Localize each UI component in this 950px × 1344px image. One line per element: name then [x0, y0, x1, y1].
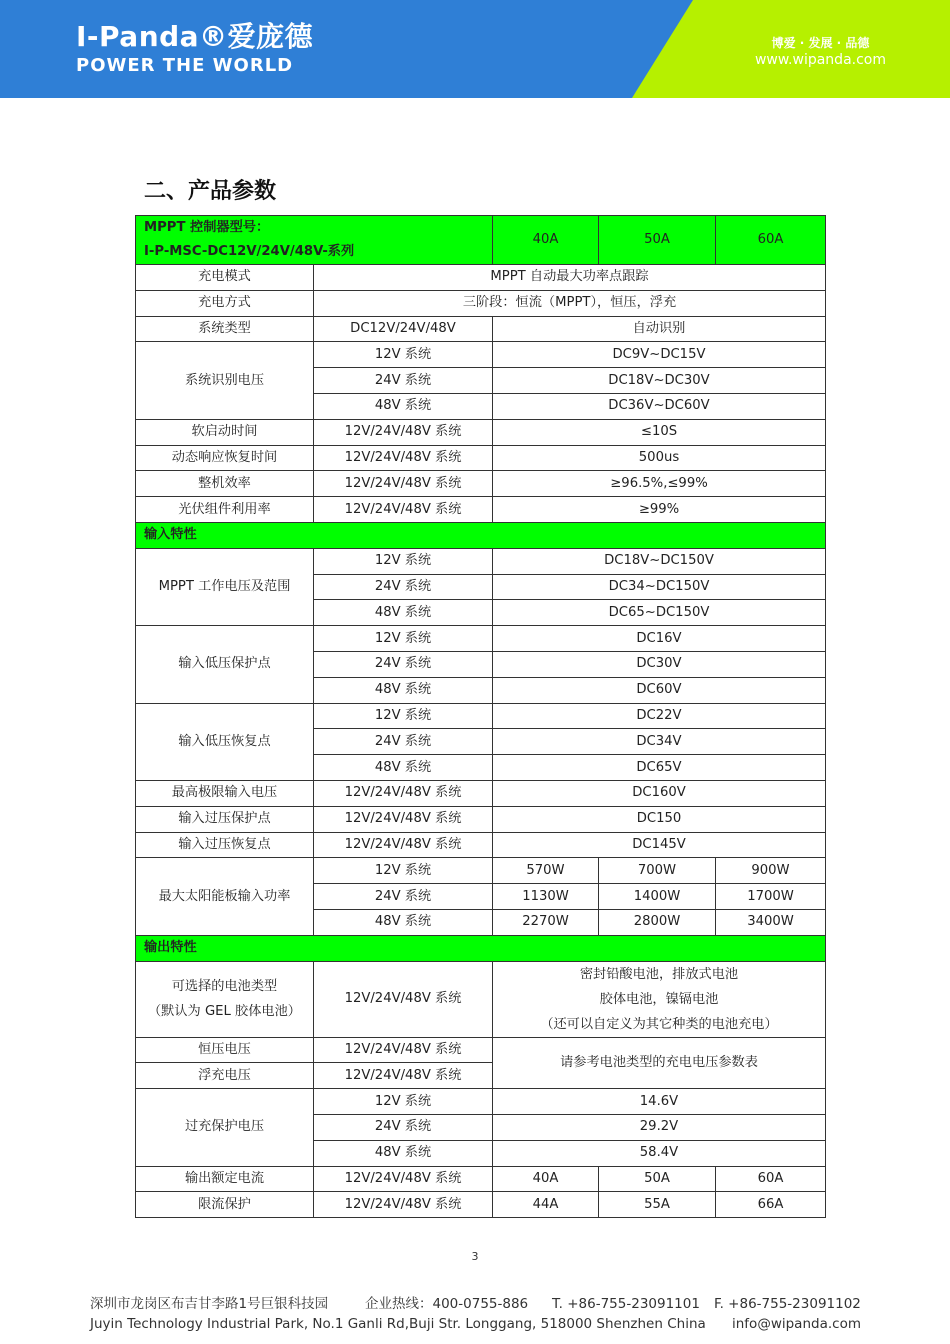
param-system: 48V 系统 — [314, 600, 493, 626]
param-value: 570W — [493, 858, 599, 884]
param-label: 输入低压保护点 — [136, 626, 314, 703]
param-value: DC36V~DC60V — [493, 393, 826, 419]
model-header-cell — [136, 216, 493, 265]
table-row — [136, 316, 826, 342]
param-value: DC30V — [493, 651, 826, 677]
param-value: 2270W — [493, 909, 599, 935]
table-row — [136, 290, 826, 316]
battery-type-value-3: （还可以自定义为其它种类的电池充电） — [540, 1016, 778, 1032]
param-label: 输入过压保护点 — [136, 806, 314, 832]
param-value: ≥99% — [493, 497, 826, 523]
param-value: 40A — [493, 1166, 599, 1192]
param-value: 55A — [599, 1192, 716, 1218]
param-system: 12V 系统 — [314, 858, 493, 884]
param-label: 光伏组件利用率 — [136, 497, 314, 523]
param-system: 24V 系统 — [314, 729, 493, 755]
header-slogan: 博爱 · 发展 · 品德 — [771, 36, 870, 50]
param-system: 48V 系统 — [314, 909, 493, 935]
param-value: DC65V — [493, 755, 826, 781]
param-label: 限流保护 — [136, 1192, 314, 1218]
footer-fax: F. +86-755-23091102 — [714, 1296, 861, 1312]
input-section-heading: 输入特性 — [136, 522, 826, 548]
brand-logo — [76, 20, 313, 76]
param-system: DC12V/24V/48V — [314, 316, 493, 342]
param-system: 12V/24V/48V 系统 — [314, 1063, 493, 1089]
output-section-heading: 输出特性 — [136, 935, 826, 961]
param-value: 三阶段：恒流（MPPT），恒压，浮充 — [314, 290, 826, 316]
model-line-1: MPPT 控制器型号： — [144, 220, 270, 235]
param-system: 24V 系统 — [314, 884, 493, 910]
table-row — [136, 497, 826, 523]
param-value: DC9V~DC15V — [493, 342, 826, 368]
param-label: 最大太阳能板输入功率 — [136, 858, 314, 935]
param-label: 软启动时间 — [136, 419, 314, 445]
spec-table — [135, 215, 826, 1218]
param-value: DC34~DC150V — [493, 574, 826, 600]
battery-type-value-2: 胶体电池，镍镉电池 — [599, 991, 719, 1007]
param-value: DC160V — [493, 780, 826, 806]
param-system: 12V/24V/48V 系统 — [314, 1192, 493, 1218]
param-system: 12V/24V/48V 系统 — [314, 1037, 493, 1063]
footer-tel: T. +86-755-23091101 — [552, 1296, 700, 1312]
header-right — [755, 36, 886, 69]
param-system: 48V 系统 — [314, 1140, 493, 1166]
model-40a: 40A — [493, 216, 599, 265]
param-value: DC34V — [493, 729, 826, 755]
param-value: 14.6V — [493, 1089, 826, 1115]
footer-email: info@wipanda.com — [732, 1316, 861, 1332]
table-row — [136, 471, 826, 497]
param-label: 输入过压恢复点 — [136, 832, 314, 858]
param-value: 66A — [716, 1192, 826, 1218]
param-value: DC60V — [493, 677, 826, 703]
param-label — [136, 961, 314, 1037]
param-system: 48V 系统 — [314, 393, 493, 419]
footer-hotline: 企业热线：400-0755-886 — [365, 1296, 529, 1312]
param-value: 1400W — [599, 884, 716, 910]
param-system: 12V/24V/48V 系统 — [314, 961, 493, 1037]
param-value: DC22V — [493, 703, 826, 729]
param-system: 12V/24V/48V 系统 — [314, 497, 493, 523]
param-value: 900W — [716, 858, 826, 884]
table-row — [136, 703, 826, 729]
section-title: 二、产品参数 — [144, 179, 277, 204]
param-label: 输入低压恢复点 — [136, 703, 314, 780]
param-system: 12V/24V/48V 系统 — [314, 832, 493, 858]
table-row — [136, 626, 826, 652]
param-system: 12V 系统 — [314, 548, 493, 574]
param-label: 系统识别电压 — [136, 342, 314, 419]
table-row — [136, 780, 826, 806]
footer-address-cn: 深圳市龙岗区布吉甘李路1号巨银科技园 — [90, 1296, 329, 1312]
param-system: 12V/24V/48V 系统 — [314, 471, 493, 497]
param-label: 充电模式 — [136, 265, 314, 291]
param-value: 29.2V — [493, 1114, 826, 1140]
param-value: 1130W — [493, 884, 599, 910]
param-system: 12V 系统 — [314, 342, 493, 368]
param-system: 12V 系统 — [314, 626, 493, 652]
model-50a: 50A — [599, 216, 716, 265]
param-value: DC18V~DC150V — [493, 548, 826, 574]
param-value: 3400W — [716, 909, 826, 935]
param-system: 24V 系统 — [314, 574, 493, 600]
table-row — [136, 1166, 826, 1192]
param-value: ≤10S — [493, 419, 826, 445]
param-value: 自动识别 — [493, 316, 826, 342]
param-system: 12V/24V/48V 系统 — [314, 445, 493, 471]
battery-type-default: （默认为 GEL 胶体电池） — [148, 1004, 301, 1020]
param-value: DC65~DC150V — [493, 600, 826, 626]
param-value: 60A — [716, 1166, 826, 1192]
param-value: 44A — [493, 1192, 599, 1218]
battery-type-label: 可选择的电池类型 — [171, 979, 278, 995]
param-value: 58.4V — [493, 1140, 826, 1166]
page-number: 3 — [471, 1250, 479, 1263]
param-label: 动态响应恢复时间 — [136, 445, 314, 471]
table-row — [136, 265, 826, 291]
param-system: 12V/24V/48V 系统 — [314, 1166, 493, 1192]
param-value: MPPT 自动最大功率点跟踪 — [314, 265, 826, 291]
table-row — [136, 832, 826, 858]
param-value — [493, 961, 826, 1037]
param-label: 浮充电压 — [136, 1063, 314, 1089]
param-label: 输出额定电流 — [136, 1166, 314, 1192]
param-system: 12V/24V/48V 系统 — [314, 419, 493, 445]
model-line-2: I-P-MSC-DC12V/24V/48V-系列 — [144, 244, 355, 259]
table-row — [136, 961, 826, 1037]
param-value: DC18V~DC30V — [493, 368, 826, 394]
param-system: 12V/24V/48V 系统 — [314, 780, 493, 806]
param-value: 500us — [493, 445, 826, 471]
param-label: MPPT 工作电压及范围 — [136, 548, 314, 625]
model-60a: 60A — [716, 216, 826, 265]
param-label: 过充保护电压 — [136, 1089, 314, 1166]
param-system: 48V 系统 — [314, 755, 493, 781]
param-value: DC16V — [493, 626, 826, 652]
footer-address-en: Juyin Technology Industrial Park, No.1 Ganli Rd,Buji Str. Longgang, 518000 Shenzhen China — [90, 1316, 706, 1332]
param-system: 24V 系统 — [314, 368, 493, 394]
table-row — [136, 858, 826, 884]
table-row — [136, 806, 826, 832]
page-footer — [90, 1294, 870, 1334]
param-value: DC150 — [493, 806, 826, 832]
table-row — [136, 548, 826, 574]
param-label: 整机效率 — [136, 471, 314, 497]
param-system: 12V 系统 — [314, 1089, 493, 1115]
param-value: 700W — [599, 858, 716, 884]
param-value: 2800W — [599, 909, 716, 935]
table-row — [136, 445, 826, 471]
param-label: 系统类型 — [136, 316, 314, 342]
param-value: 50A — [599, 1166, 716, 1192]
param-system: 24V 系统 — [314, 651, 493, 677]
param-system: 24V 系统 — [314, 1114, 493, 1140]
param-system: 48V 系统 — [314, 677, 493, 703]
battery-type-value-1: 密封铅酸电池，排放式电池 — [579, 966, 739, 982]
footer-row-2 — [90, 1314, 870, 1334]
table-row — [136, 342, 826, 368]
param-label: 最高极限输入电压 — [136, 780, 314, 806]
table-row — [136, 935, 826, 961]
table-row — [136, 1089, 826, 1115]
param-system: 12V 系统 — [314, 703, 493, 729]
page-header — [0, 0, 950, 98]
param-value: 1700W — [716, 884, 826, 910]
brand-tagline: POWER THE WORLD — [76, 55, 294, 76]
table-row — [136, 419, 826, 445]
param-value: DC145V — [493, 832, 826, 858]
param-system: 12V/24V/48V 系统 — [314, 806, 493, 832]
param-value: 请参考电池类型的充电电压参数表 — [493, 1037, 826, 1089]
header-website: www.wipanda.com — [754, 52, 886, 68]
table-row — [136, 1192, 826, 1218]
param-label: 充电方式 — [136, 290, 314, 316]
param-value: ≥96.5%,≤99% — [493, 471, 826, 497]
table-row — [136, 522, 826, 548]
brand-name: I-Panda®爱庞德 — [76, 20, 314, 53]
footer-row-1 — [90, 1294, 870, 1314]
param-label: 恒压电压 — [136, 1037, 314, 1063]
table-row — [136, 1037, 826, 1063]
